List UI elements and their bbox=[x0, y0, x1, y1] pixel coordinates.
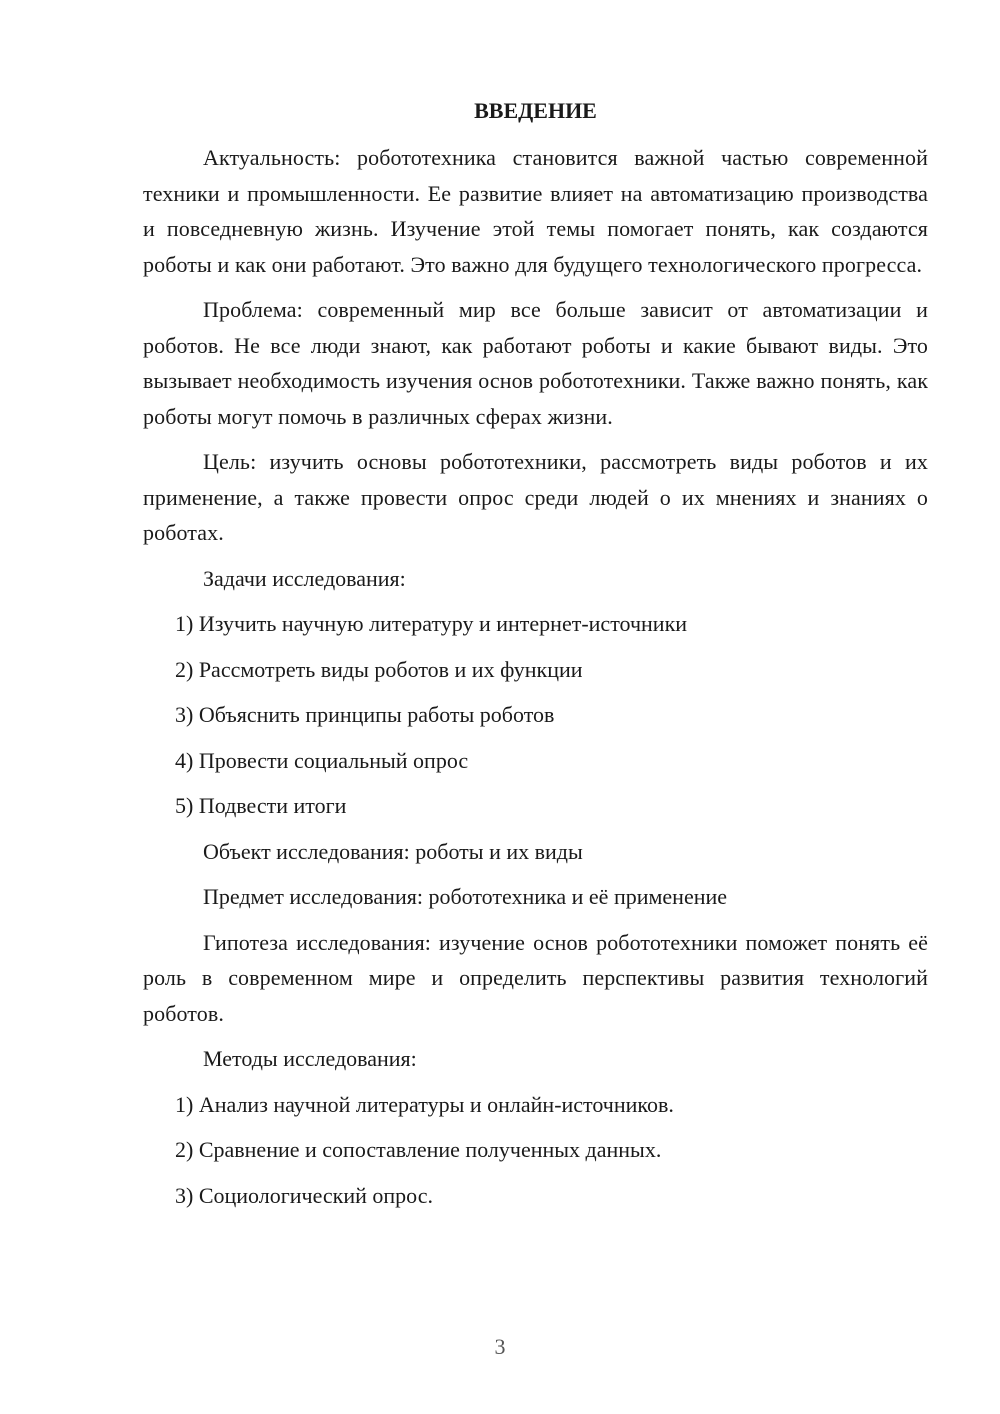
hypothesis-paragraph: Гипотеза исследования: изучение основ робототехники поможет понять её роль в современном мире и определить перспективы развития технологий роботов. bbox=[143, 929, 928, 1026]
goal-paragraph: Цель: изучить основы робототехники, рассмотреть виды роботов и их применение, а также провести опрос среди людей о их мнениях и знаниях о роботах. bbox=[143, 449, 928, 545]
list-item: 5) Подвести итоги bbox=[175, 793, 347, 818]
methods-list bbox=[143, 1087, 928, 1214]
tasks-list bbox=[143, 606, 928, 824]
problem-paragraph: Проблема: современный мир все больше зависит от автоматизации и роботов. Не все люди знают, как работают роботы и какие бывают виды. Это вызывает необходимость изучения основ робототехники. Также важно понять, как роботы могут помочь в различных сферах жизни. bbox=[143, 297, 928, 429]
list-item: 2) Сравнение и сопоставление полученных данных. bbox=[175, 1137, 662, 1162]
list-item: 2) Рассмотреть виды роботов и их функции bbox=[175, 656, 583, 682]
page-number: 3 bbox=[494, 1334, 506, 1359]
list-item: 3) Социологический опрос. bbox=[175, 1182, 433, 1208]
relevance-paragraph: Актуальность: робототехника становится важной частью современной техники и промышленности. Ее развитие влияет на автоматизацию производства и повседневную жизнь. Изучение этой темы помогает понять, как создаются роботы и как они работают. Это важно для будущего технологического прогресса. bbox=[143, 145, 928, 277]
section-title: ВВЕДЕНИЕ bbox=[474, 98, 597, 123]
list-item: 4) Провести социальный опрос bbox=[175, 747, 469, 773]
methods-heading: Методы исследования: bbox=[203, 1046, 417, 1071]
object-line: Объект исследования: роботы и их виды bbox=[203, 838, 583, 864]
tasks-heading: Задачи исследования: bbox=[203, 565, 406, 591]
subject-line: Предмет исследования: робототехника и её применение bbox=[203, 884, 728, 909]
list-item: 1) Изучить научную литературу и интернет-источники bbox=[175, 611, 688, 636]
list-item: 1) Анализ научной литературы и онлайн-источников. bbox=[175, 1091, 674, 1117]
document-page bbox=[143, 94, 928, 1223]
list-item: 3) Объяснить принципы работы роботов bbox=[175, 702, 555, 727]
